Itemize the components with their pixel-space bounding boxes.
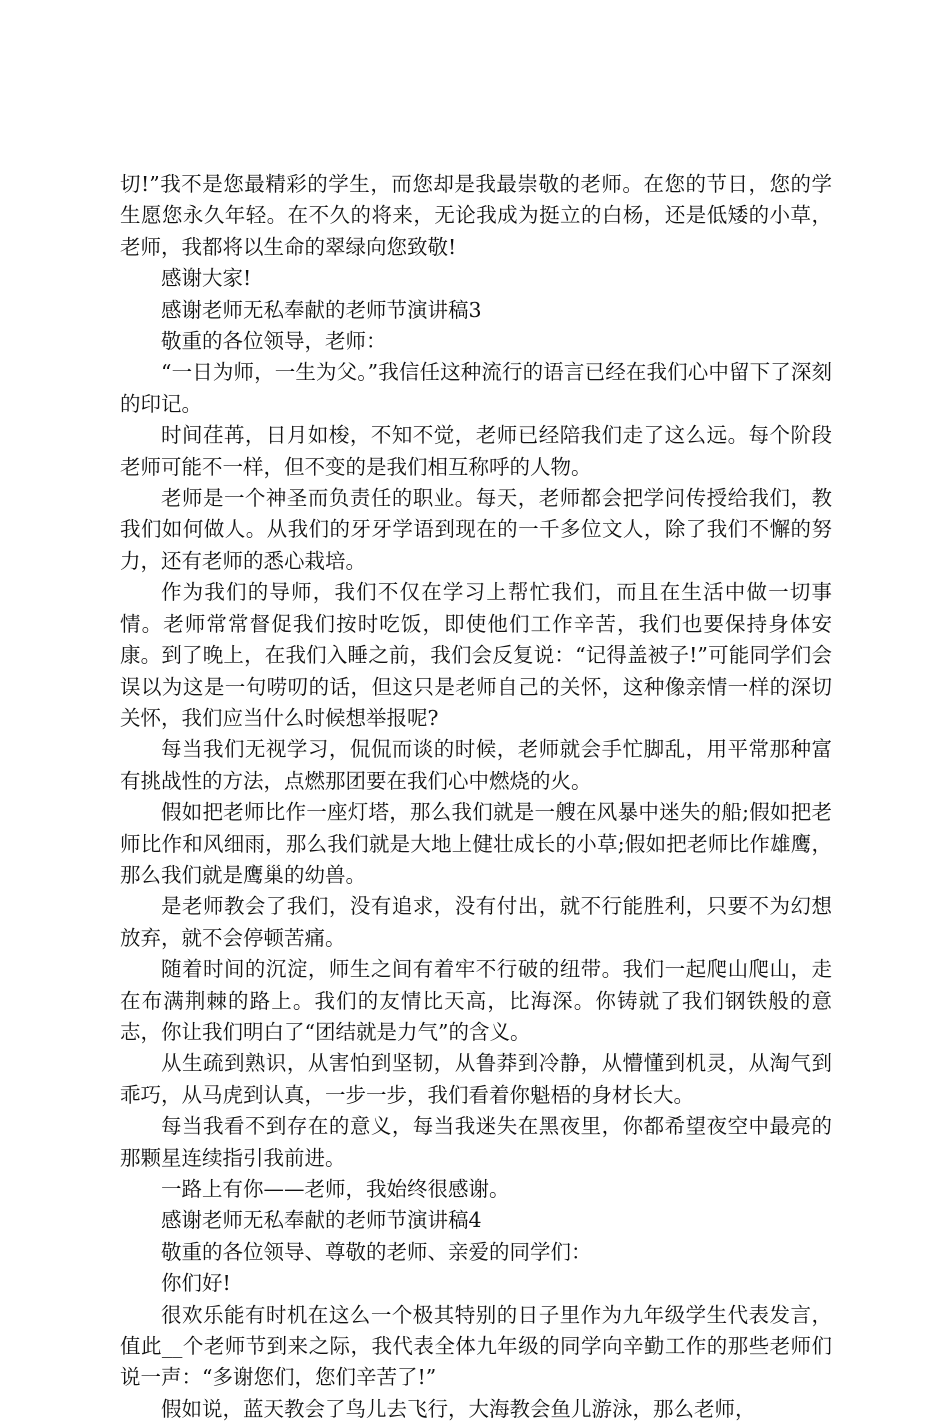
paragraph: 每当我们无视学习，侃侃而谈的时候，老师就会手忙脚乱，用平常那种富有挑战性的方法，点燃那团要在我们心中燃烧的火。 — [120, 737, 832, 793]
section-title-3: 感谢老师无私奉献的老师节演讲稿3 — [161, 297, 482, 322]
paragraph: 时间荏苒，日月如梭，不知不觉，老师已经陪我们走了这么远。每个阶段老师可能不一样，但不变的是我们相互称呼的人物。 — [120, 423, 832, 479]
paragraph: 假如把老师比作一座灯塔，那么我们就是一艘在风暴中迷失的船;假如把老师比作和风细雨，那么我们就是大地上健壮成长的小草;假如把老师比作雄鹰，那么我们就是鹰巢的幼兽。 — [120, 800, 832, 887]
paragraph-continuation: 切!”我不是您最精彩的学生，而您却是我最崇敬的老师。在您的节日，您的学生愿您永久年轻。在不久的将来，无论我成为挺立的白杨，还是低矮的小草，老师，我都将以生命的翠绿向您致敬! — [120, 172, 832, 259]
paragraph: 很欢乐能有时机在这么一个极其特别的日子里作为九年级学生代表发言，值此__个老师节到来之际，我代表全体九年级的同学向辛勤工作的那些老师们说一声：“多谢您们，您们辛苦了!” — [120, 1302, 832, 1390]
paragraph: 每当我看不到存在的意义，每当我迷失在黑夜里，你都希望夜空中最亮的那颗星连续指引我前进。 — [120, 1114, 832, 1170]
paragraph: 一路上有你——老师，我始终很感谢。 — [161, 1177, 510, 1201]
salutation-4: 敬重的各位领导、尊敬的老师、亲爱的同学们： — [161, 1239, 592, 1264]
section-title-4: 感谢老师无私奉献的老师节演讲稿4 — [161, 1208, 482, 1233]
document-body — [120, 169, 832, 1425]
paragraph: 老师是一个神圣而负责任的职业。每天，老师都会把学问传授给我们，教我们如何做人。从我们的牙牙学语到现在的一千多位文人，除了我们不懈的努力，还有老师的悉心栽培。 — [120, 486, 832, 573]
salutation-3: 敬重的各位领导，老师： — [161, 329, 387, 354]
paragraph: 作为我们的导师，我们不仅在学习上帮忙我们，而且在生活中做一切事情。老师常常督促我们按时吃饭，即使他们工作辛苦，我们也要保持身体安康。到了晚上，在我们入睡之前，我们会反复说：“记得盖被子!”可能同学们会误以为这是一句唠叨的话，但这只是老师自己的关怀，这种像亲情一样的深切关怀，我们应当什么时候想举报呢? — [120, 580, 832, 730]
greeting: 你们好! — [161, 1271, 231, 1296]
paragraph-thanks: 感谢大家! — [161, 266, 252, 291]
paragraph: 从生疏到熟识，从害怕到坚韧，从鲁莽到冷静，从懵懂到机灵，从淘气到乖巧，从马虎到认真，一步一步，我们看着你魁梧的身材长大。 — [120, 1051, 832, 1107]
paragraph: 是老师教会了我们，没有追求，没有付出，就不行能胜利，只要不为幻想放弃，就不会停顿苦痛。 — [120, 894, 832, 950]
paragraph: 假如说，蓝天教会了鸟儿去飞行，大海教会鱼儿游泳，那么老师， — [161, 1396, 756, 1421]
paragraph: “一日为师，一生为父。”我信任这种流行的语言已经在我们心中留下了深刻的印记。 — [120, 360, 832, 416]
paragraph: 随着时间的沉淀，师生之间有着牢不行破的纽带。我们一起爬山爬山，走在布满荆棘的路上。我们的友情比天高，比海深。你铸就了我们钢铁般的意志，你让我们明白了“团结就是力气”的含义。 — [120, 957, 832, 1044]
